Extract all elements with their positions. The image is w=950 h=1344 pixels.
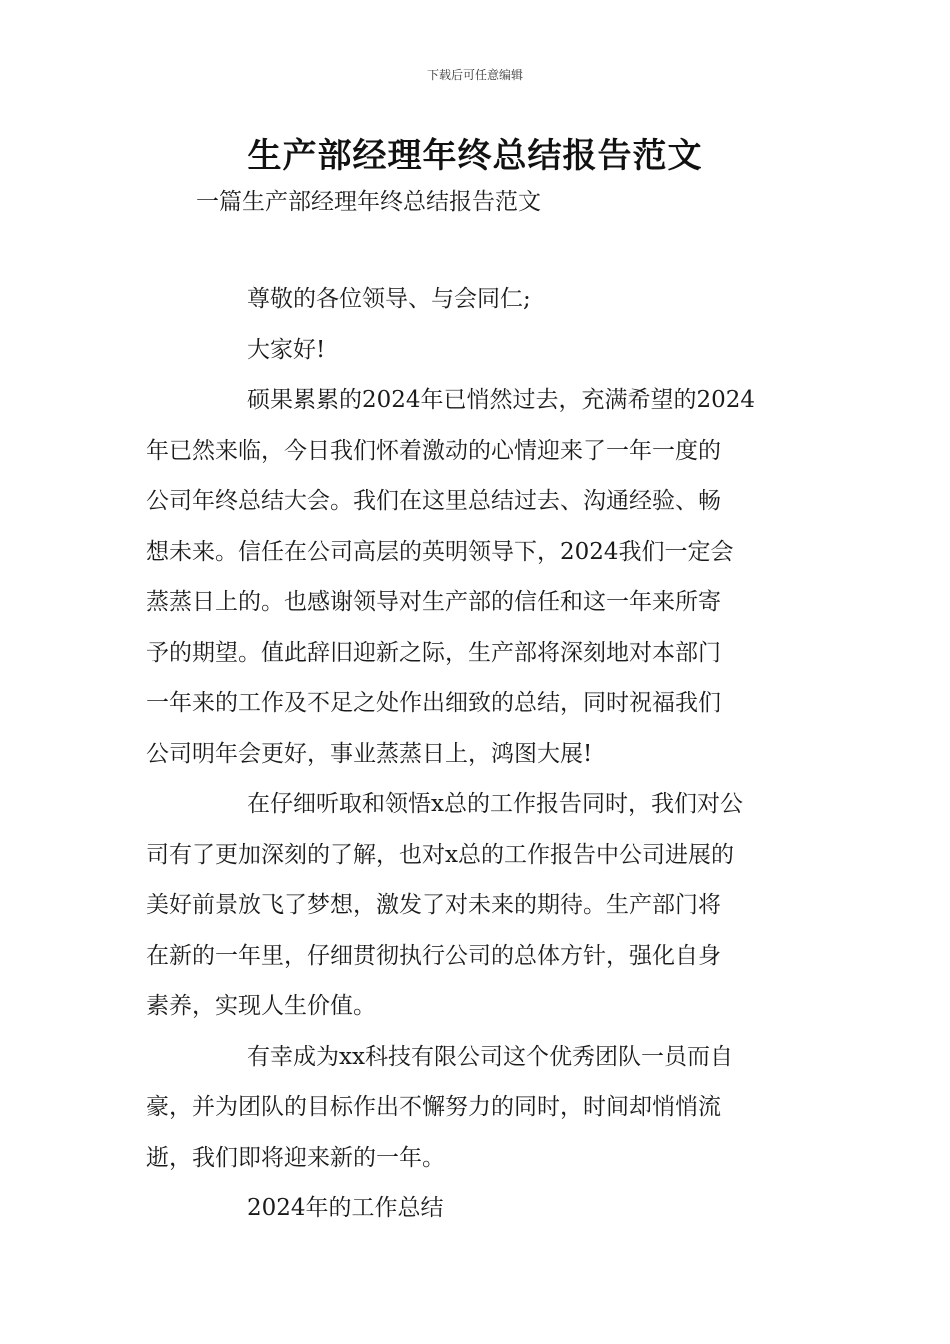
paragraph-greeting [146,280,806,331]
document-body [146,280,806,1240]
text-line: 硕果累累的2024年已悄然过去，充满希望的2024 [247,387,756,413]
text-line: 2024年的工作总结 [247,1195,444,1221]
paragraph-report [146,785,806,1038]
text-line: 年已然来临，今日我们怀着激动的心情迎来了一年一度的 [146,437,721,464]
text-line: 素养，实现人生价值。 [146,993,376,1019]
section-heading [146,1189,806,1240]
text-line: 美好前景放飞了梦想，激发了对未来的期待。生产部门将 [146,892,721,918]
text-line: 一年来的工作及不足之处作出细致的总结，同时祝福我们 [146,690,721,716]
text-line: 豪，并为团队的目标作出不懈努力的同时，时间却悄悄流 [146,1094,721,1120]
document-title: 生产部经理年终总结报告范文 [247,136,703,176]
document-subtitle: 一篇生产部经理年终总结报告范文 [196,189,541,215]
text-line: 司有了更加深刻的了解，也对x总的工作报告中公司进展的 [146,841,734,868]
text-line: 逝，我们即将迎来新的一年。 [146,1144,445,1171]
text-line: 予的期望。值此辞旧迎新之际，生产部将深刻地对本部门 [146,639,721,666]
text-line: 尊敬的各位领导、与会同仁; [247,286,531,312]
text-line: 想未来。信任在公司高层的英明领导下，2024我们一定会 [146,538,734,565]
paragraph-hello [146,331,806,382]
text-line: 公司年终总结大会。我们在这里总结过去、沟通经验、畅 [146,488,721,514]
text-line: 在新的一年里，仔细贯彻执行公司的总体方针，强化自身 [146,942,721,969]
text-line: 大家好! [247,336,326,363]
paragraph-intro [146,381,806,785]
header-note: 下载后可任意编辑 [426,68,523,82]
text-line: 蒸蒸日上的。也感谢领导对生产部的信任和这一年来所寄 [146,589,721,615]
paragraph-team [146,1038,806,1190]
text-line: 在仔细听取和领悟x总的工作报告同时，我们对公 [247,791,743,817]
text-line: 公司明年会更好，事业蒸蒸日上，鸿图大展! [146,740,593,767]
text-line: 有幸成为xx科技有限公司这个优秀团队一员而自 [247,1043,733,1070]
